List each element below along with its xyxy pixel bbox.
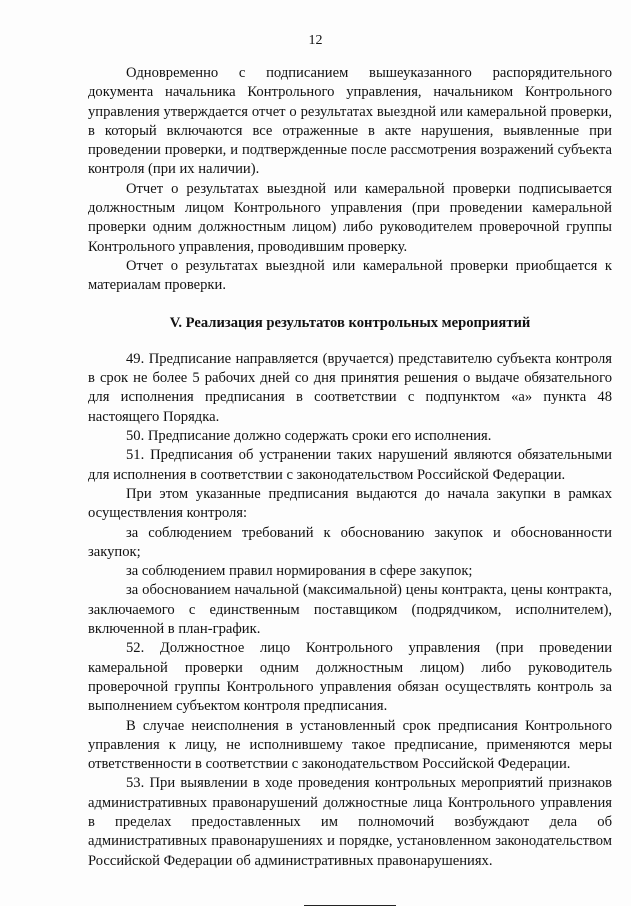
paragraph-51: 51. Предписания об устранении таких нарушений являются обязательными для исполнения в соответствии с законодательством Российской Федерации.	[88, 447, 612, 483]
paragraph: Отчет о результатах выездной или камеральной проверки подписывается должностным лицом Контрольного управления (при проведении камеральной проверки одним должностным лицом) либо руководителем проверочной группы Контрольного управления, проводившим проверку.	[88, 180, 612, 255]
paragraph: Одновременно с подписанием вышеуказанного распорядительного документа начальника Контрольного управления, начальником Контрольного управления утверждается отчет о результатах выездной или камеральной проверки, в который включаются все отраженные в акте нарушения, выявленные при проведении проверки, и подтвержденные после рассмотрения возражений субъекта контроля (при их наличии).	[88, 65, 612, 178]
document-body	[88, 64, 612, 906]
page-number: 12	[308, 33, 323, 48]
paragraph-49: 49. Предписание направляется (вручается) представителю субъекта контроля в срок не более 5 рабочих дней со дня принятия решения о выдаче обязательного для исполнения предписания в соответствии с подпунктом «а» пункта 48 настоящего Порядка.	[88, 350, 612, 425]
list-item: за обоснованием начальной (максимальной) цены контракта, цены контракта, заключаемого с единственным поставщиком (подрядчиком, исполнителем), включенной в план-график.	[88, 582, 612, 638]
paragraph: В случае неисполнения в установленный срок предписания Контрольного управления к лицу, не исполнившему такое предписание, применяются меры ответственности в соответствии с законодательством Российской Федерации.	[88, 717, 612, 773]
paragraph: При этом указанные предписания выдаются до начала закупки в рамках осуществления контроля:	[88, 485, 612, 522]
paragraph-50: 50. Предписание должно содержать сроки его исполнения.	[126, 428, 492, 445]
paragraph: Отчет о результатах выездной или камеральной проверки приобщается к материалам проверки.	[88, 257, 612, 294]
section-heading: V. Реализация результатов контрольных мероприятий	[169, 314, 531, 331]
paragraph-52: 52. Должностное лицо Контрольного управления (при проведении камеральной проверки одним должностным лицом) либо руководитель проверочной группы Контрольного управления обязан осуществлять контроль за выполнением субъектом контроля предписания.	[88, 640, 612, 715]
list-item: за соблюдением правил нормирования в сфере закупок;	[126, 563, 473, 580]
paragraph-53: 53. При выявлении в ходе проведения контрольных мероприятий признаков административных правонарушений должностные лица Контрольного управления в пределах предоставленных им полномочий возбуждают дела об административных правонарушениях и порядке, установленном законодательством Российской Федерации об административных правонарушениях.	[88, 775, 612, 869]
list-item: за соблюдением требований к обоснованию закупок и обоснованности закупок;	[88, 524, 612, 560]
